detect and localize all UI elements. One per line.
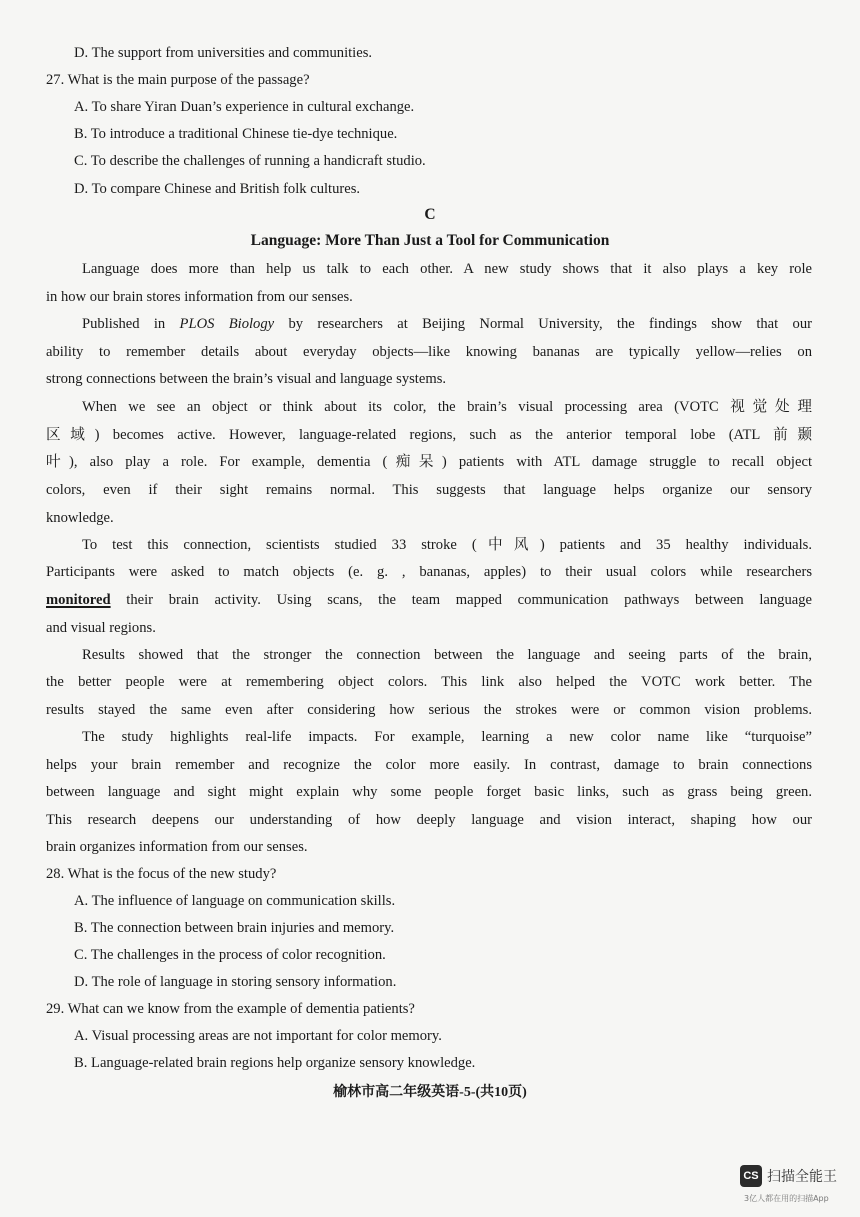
q26-option-d: D. The support from universities and communities. <box>74 45 373 61</box>
paragraph-3-line-1: When we see an object or think about its color, the brain’s visual processing area (VOTC 视觉处理 <box>82 399 812 415</box>
paragraph-6-line-5: brain organizes information from our senses. <box>46 839 308 855</box>
paragraph-6-line-2: helps your brain remember and recognize the color more easily. In contrast, damage to brain connections <box>46 757 812 773</box>
scanner-watermark <box>740 1165 837 1187</box>
q27-option-b: B. To introduce a traditional Chinese tie-dye technique. <box>74 126 398 142</box>
q28-option-c: C. The challenges in the process of color recognition. <box>74 947 386 963</box>
paragraph-5-line-3: results stayed the same even after considering how serious the strokes were or common vision problems. <box>46 702 812 718</box>
paragraph-4-rest: their brain activity. Using scans, the team mapped communication pathways between language <box>110 592 812 608</box>
paragraph-4-line-1: To test this connection, scientists studied 33 stroke (中风) patients and 35 healthy individuals. <box>82 537 812 553</box>
page-footer: 榆林市高二年级英语-5-(共10页) <box>333 1085 527 1100</box>
section-letter: C <box>424 206 436 223</box>
paragraph-4-line-4: and visual regions. <box>46 620 156 636</box>
q28-option-b: B. The connection between brain injuries and memory. <box>74 920 395 936</box>
paragraph-3-line-4: colors, even if their sight remains normal. This suggests that language helps organize our sensory <box>46 482 812 498</box>
journal-name: PLOS Biology <box>179 316 275 332</box>
paragraph-6-line-4: This research deepens our understanding of how deeply language and vision interact, shaping how our <box>46 812 812 828</box>
q29-stem: 29. What can we know from the example of dementia patients? <box>46 1001 415 1017</box>
passage-title: Language: More Than Just a Tool for Communication <box>250 232 610 249</box>
camscanner-logo-icon: CS <box>740 1165 762 1187</box>
paragraph-2-line-3: strong connections between the brain’s visual and language systems. <box>46 371 447 387</box>
paragraph-3-line-2: 区域) becomes active. However, language-related regions, such as the anterior temporal lobe (ATL 前颞 <box>46 427 812 443</box>
paragraph-3-line-5: knowledge. <box>46 510 114 526</box>
paragraph-2-line-1 <box>82 315 812 333</box>
watermark-name: 扫描全能王 <box>767 1169 837 1185</box>
q27-stem: 27. What is the main purpose of the passage? <box>46 72 310 88</box>
paragraph-2-rest: by researchers at Beijing Normal University, the findings show that our <box>274 316 812 332</box>
q27-option-c: C. To describe the challenges of running a handicraft studio. <box>74 153 426 169</box>
paragraph-2-lead: Published in <box>82 316 180 332</box>
paragraph-2-line-2: ability to remember details about everyday objects—like knowing bananas are typically yellow—relies on <box>46 344 812 360</box>
q28-option-a: A. The influence of language on communication skills. <box>74 893 396 909</box>
underlined-word: monitored <box>46 592 111 608</box>
paragraph-4-line-3 <box>46 591 812 609</box>
watermark-tagline: 3亿人都在用的扫描App <box>744 1194 829 1203</box>
paragraph-3-line-3: 叶), also play a role. For example, dementia (痴呆) patients with ATL damage struggle to recall object <box>46 454 812 470</box>
q27-option-d: D. To compare Chinese and British folk cultures. <box>74 181 361 197</box>
paragraph-4-line-2: Participants were asked to match objects (e. g. , bananas, apples) to their usual colors while researchers <box>46 564 812 580</box>
paragraph-1-line-2: in how our brain stores information from our senses. <box>46 289 353 305</box>
q29-option-a: A. Visual processing areas are not important for color memory. <box>74 1028 442 1044</box>
q29-option-b: B. Language-related brain regions help organize sensory knowledge. <box>74 1055 476 1071</box>
paragraph-5-line-1: Results showed that the stronger the connection between the language and seeing parts of the brain, <box>82 647 812 663</box>
q28-option-d: D. The role of language in storing sensory information. <box>74 974 397 990</box>
q27-option-a: A. To share Yiran Duan’s experience in cultural exchange. <box>74 99 415 115</box>
paragraph-6-line-1: The study highlights real-life impacts. For example, learning a new color name like “turquoise” <box>82 729 812 745</box>
paragraph-6-line-3: between language and sight might explain why some people forget basic links, such as grass being green. <box>46 784 812 800</box>
paragraph-1-line-1: Language does more than help us talk to each other. A new study shows that it also plays a key role <box>82 261 812 277</box>
q28-stem: 28. What is the focus of the new study? <box>46 866 277 882</box>
paragraph-5-line-2: the better people were at remembering object colors. This link also helped the VOTC work better. The <box>46 674 812 690</box>
